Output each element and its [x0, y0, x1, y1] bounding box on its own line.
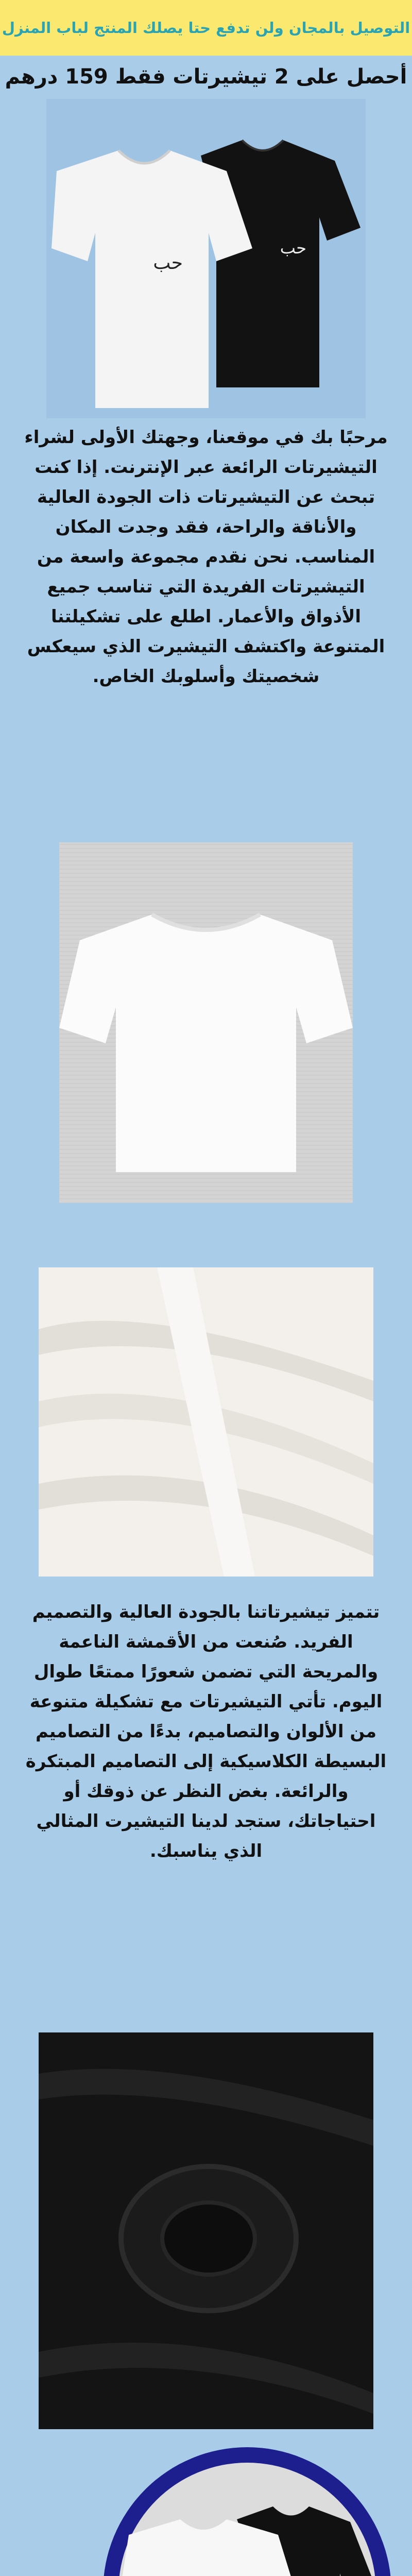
price-product-image [118, 2463, 376, 2576]
hero-image [46, 99, 366, 418]
price-circle [103, 2447, 391, 2576]
headline [0, 56, 412, 98]
banner-text: التوصيل بالمجان ولن تدفع حتا يصلك المنتج لباب المنزل [2, 19, 410, 37]
svg-text:ﺣﺐ: ﺣﺐ [153, 252, 183, 274]
headline-text: أحصل على 2 تيشيرتات فقط 159 درهم [5, 65, 407, 89]
black-fabric-image [39, 2032, 373, 2429]
white-fabric-photo [39, 1267, 373, 1577]
black-fabric-photo [39, 2032, 373, 2429]
intro-paragraph: مرحبًا بك في موقعنا، وجهتك الأولى لشراء التيشيرتات الرائعة عبر الإنترنت. إذا كنت تبحث عن التيشيرتات ذات الجودة العالية والأناقة والراحة، فقد وجدت المكان المناسب. نحن نقدم مجموعة واسعة من التيشيرتات الفريدة التي تناسب جميع الأذواق والأعمار. اطلع على تشكيلتنا المتنوعة واكتشف التيشيرت الذي سيعكس شخصيتك وأسلوبك الخاص. [24, 427, 388, 687]
white-fabric-image [39, 1267, 373, 1577]
two-tshirts-image [46, 99, 366, 418]
svg-text:ﺣﺐ: ﺣﺐ [280, 238, 306, 258]
white-tshirt-photo [59, 842, 353, 1203]
white-tshirt-image [59, 842, 353, 1203]
quality-paragraph: تتميز تيشيرتاتنا بالجودة العالية والتصميم الفريد. صُنعت من الأقمشة الناعمة والمريحة التي تضمن شعورًا ممتعًا طوال اليوم. تأتي التيشيرتات مع تشكيلة متنوعة من الألوان والتصاميم، بدءًا من التصاميم البسيطة الكلاسيكية إلى التصاميم المبتكرة والرائعة. بغض النظر عن ذوقك أو احتياجاتك، ستجد لدينا التيشيرت المثالي الذي يناسبك. [25, 1602, 387, 1861]
top-banner [0, 0, 412, 56]
